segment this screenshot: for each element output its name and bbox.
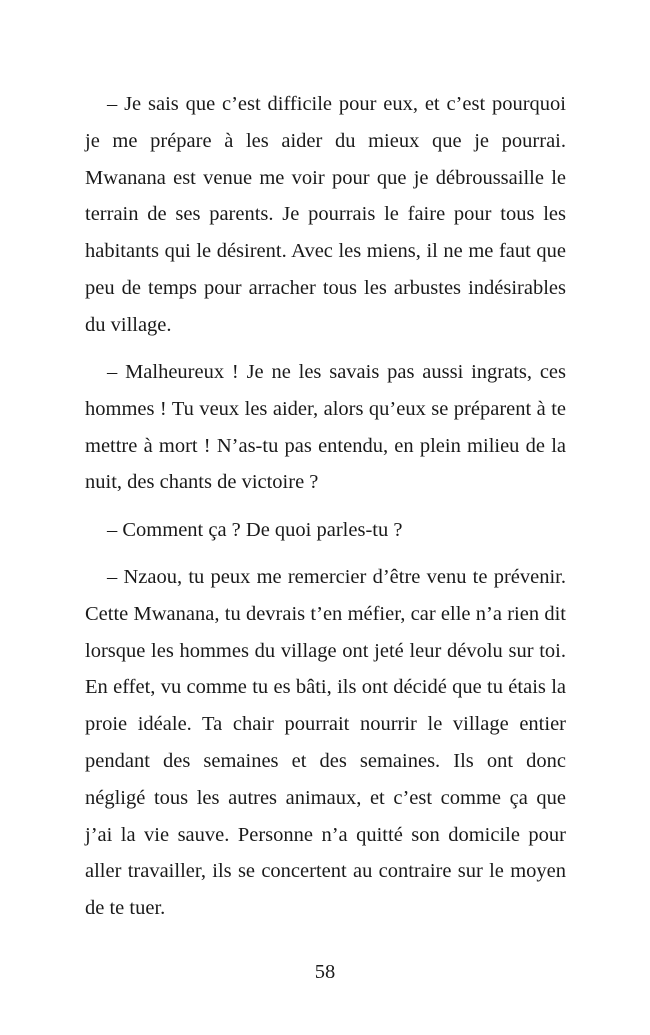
page-number: 58 bbox=[314, 961, 336, 983]
paragraph-2: – Malheureux ! Je ne les savais pas aussi ingrats, ces hommes ! Tu veux les aider, alors qu’eux se préparent à te mettre à mort ! N’as-tu pas entendu, en plein milieu de la nuit, des chants de victoire ? bbox=[85, 361, 566, 494]
body-text bbox=[85, 86, 566, 927]
paragraph-1: – Je sais que c’est difficile pour eux, et c’est pourquoi je me prépare à les aider du mieux que je pourrai. Mwanana est venue me voir pour que je débroussaille le terrain de ses parents. Je pourrais le faire pour tous les habitants qui le désirent. Avec les miens, il ne me faut que peu de temps pour arracher tous les arbustes indésirables du village. bbox=[85, 93, 566, 336]
paragraph-4: – Nzaou, tu peux me remercier d’être venu te prévenir. Cette Mwanana, tu devrais t’en méfier, car elle n’a rien dit lorsque les hommes du village ont jeté leur dévolu sur toi. En effet, vu comme tu es bâti, ils ont décidé que tu étais la proie idéale. Ta chair pourrait nourrir le village entier pendant des semaines et des semaines. Ils ont donc négligé tous les autres animaux, et c’est comme ça que j’ai la vie sauve. Personne n’a quitté son domicile pour aller travailler, ils se concertent au contraire sur le moyen de te tuer. bbox=[85, 566, 566, 920]
paragraph-3: – Comment ça ? De quoi parles-tu ? bbox=[107, 518, 403, 541]
